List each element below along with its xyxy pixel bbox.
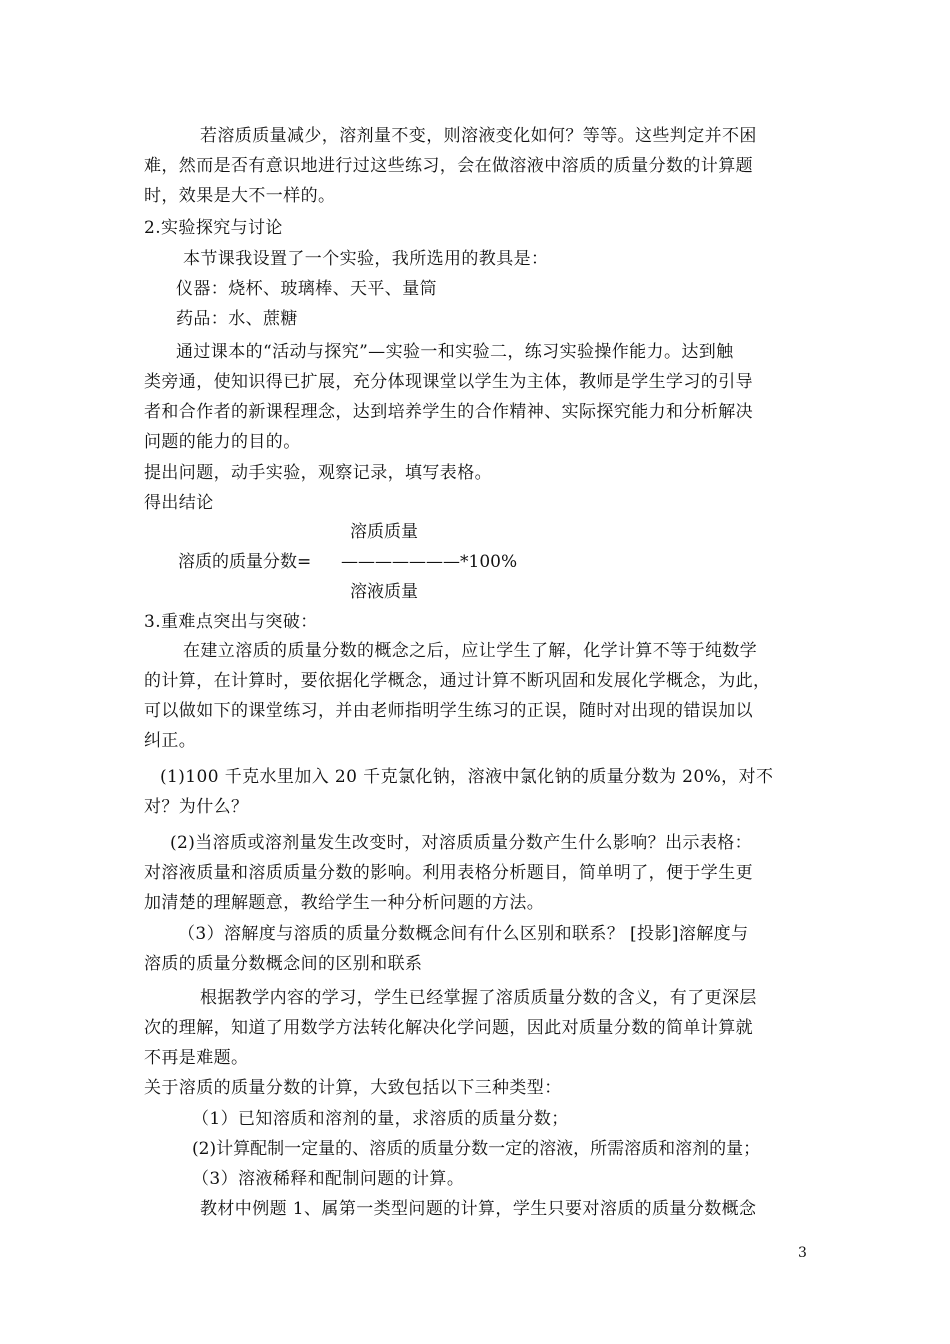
formula-numerator: 溶质质量 (350, 522, 418, 542)
paragraph-line: 仪器：烧杯、玻璃棒、天平、量筒 (176, 279, 437, 299)
paragraph-line: 在建立溶质的质量分数的概念之后，应让学生了解，化学计算不等于纯数学 (183, 641, 758, 661)
list-item: (2)计算配制一定量的、溶质的质量分数一定的溶液，所需溶质和溶剂的量； (192, 1139, 761, 1159)
paragraph-line: 通过课本的“活动与探究”—实验一和实验二，练习实验操作能力。达到触 (176, 342, 734, 362)
paragraph-line: 药品：水、蔗糖 (176, 309, 298, 329)
paragraph-line: 溶质的质量分数概念间的区别和联系 (144, 954, 423, 974)
paragraph-line: 对？为什么？ (144, 797, 249, 817)
paragraph-line: 时，效果是大不一样的。 (144, 186, 336, 206)
formula-fraction-bar: ———————*100% (341, 552, 518, 572)
paragraph-line: 可以做如下的课堂练习，并由老师指明学生练习的正误，随时对出现的错误加以 (144, 701, 753, 721)
paragraph-line: 加清楚的理解题意，教给学生一种分析问题的方法。 (144, 893, 545, 913)
paragraph-line: 关于溶质的质量分数的计算，大致包括以下三种类型： (144, 1078, 562, 1098)
paragraph-line: 本节课我设置了一个实验，我所选用的教具是： (183, 249, 549, 269)
paragraph-line: 提出问题，动手实验，观察记录，填写表格。 (144, 463, 492, 483)
paragraph-line: 的计算，在计算时，要依据化学概念，通过计算不断巩固和发展化学概念，为此， (144, 671, 771, 691)
paragraph-line: 难，然而是否有意识地进行过这些练习，会在做溶液中溶质的质量分数的计算题 (144, 156, 753, 176)
paragraph-line: 类旁通，使知识得已扩展，充分体现课堂以学生为主体，教师是学生学习的引导 (144, 372, 753, 392)
list-item: （3）溶液稀释和配制问题的计算。 (192, 1169, 465, 1189)
paragraph-line: 得出结论 (144, 493, 214, 513)
page-number: 3 (798, 1245, 807, 1261)
paragraph-line: 不再是难题。 (144, 1048, 249, 1068)
paragraph-line: 根据教学内容的学习，学生已经掌握了溶质质量分数的含义，有了更深层 (200, 988, 757, 1008)
paragraph-line: 对溶液质量和溶质质量分数的影响。利用表格分析题目，简单明了，便于学生更 (144, 863, 753, 883)
paragraph-line: (2)当溶质或溶剂量发生改变时，对溶质质量分数产生什么影响？出示表格： (170, 833, 753, 853)
paragraph-line: 问题的能力的目的。 (144, 432, 301, 452)
section-heading: 3.重难点突出与突破： (144, 612, 318, 632)
paragraph-line: (1)100 千克水里加入 20 千克氯化钠，溶液中氯化钠的质量分数为 20%，对不 (160, 767, 774, 787)
paragraph-line: 次的理解，知道了用数学方法转化解决化学问题，因此对质量分数的简单计算就 (144, 1018, 753, 1038)
paragraph-line: 者和合作者的新课程理念，达到培养学生的合作精神、实际探究能力和分析解决 (144, 402, 753, 422)
paragraph-line: （3）溶解度与溶质的质量分数概念间有什么区别和联系？ [投影]溶解度与 (178, 924, 749, 944)
formula-denominator: 溶液质量 (350, 582, 418, 602)
section-heading: 2.实验探究与讨论 (144, 218, 283, 238)
paragraph-line: 纠正。 (144, 731, 197, 751)
paragraph-line: 若溶质质量减少，溶剂量不变，则溶液变化如何？等等。这些判定并不困 (200, 126, 757, 146)
paragraph-line: 教材中例题 1、属第一类型问题的计算，学生只要对溶质的质量分数概念 (200, 1199, 757, 1219)
formula-label: 溶质的质量分数= (178, 552, 312, 572)
list-item: （1）已知溶质和溶剂的量，求溶质的质量分数； (192, 1109, 569, 1129)
